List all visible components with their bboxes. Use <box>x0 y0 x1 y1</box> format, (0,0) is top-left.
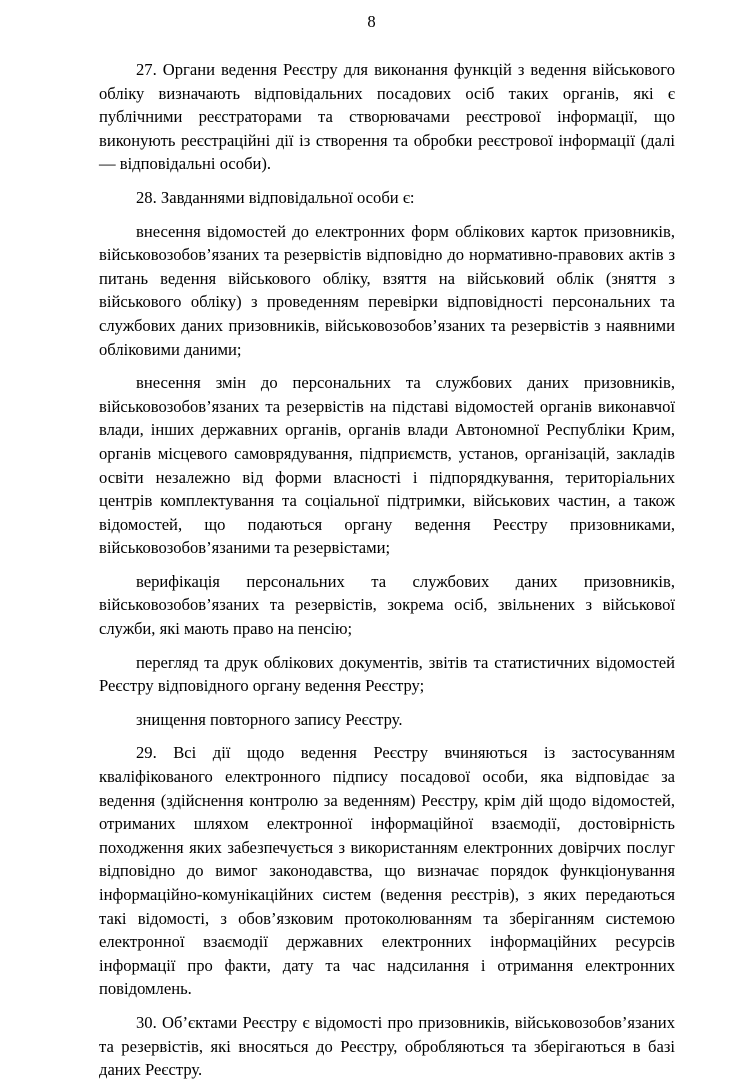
paragraph-29: 29. Всі дії щодо ведення Реєстру вчиняються із застосуванням кваліфікованого електронного підпису посадової особи, яка відповідає за ведення (здійснення контролю за веденням) Реєстру, крім дій щодо відомостей, отриманих шляхом електронної інформаційної взаємодії, достовірність походження яких забезпечується з використанням електронних довірчих послуг відповідно до вимог законодавства, що визначає порядок функціонування інформаційно-комунікаційних систем (ведення реєстрів), з яких передаються такі відомості, з обов’язковим протоколюванням та зберіганням системою електронної взаємодії державних електронних інформаційних ресурсів інформації про факти, дату та час надсилання і отримання електронних повідомлень. <box>99 743 675 999</box>
page-number: 8 <box>367 12 376 31</box>
task-item-delete: знищення повторного запису Реєстру. <box>136 709 403 729</box>
paragraph-28: 28. Завданнями відповідальної особи є: <box>136 187 415 207</box>
document-body <box>99 58 675 1082</box>
task-item-changes: внесення змін до персональних та службових даних призовників, військовозобов’язаних та резервістів на підставі відомостей органів виконавчої влади, інших державних органів, органів влади Автономної Республіки Крим, органів місцевого самоврядування, підприємств, установ, організацій, закладів освіти незалежно від форми власності і підпорядкування, територіальних центрів комплектування та соціальної підтримки, військових частин, а також відомостей, що подаються органу ведення Реєстру призовниками, військовозобов’язаними та резервістами; <box>99 373 675 558</box>
task-item-entry: внесення відомостей до електронних форм облікових карток призовників, військовозобов’язаних та резервістів відповідно до нормативно-правових актів з питань ведення військового обліку, взяття на військовий облік (зняття з військового обліку) з проведенням перевірки відповідності персональних та службових даних призовників, військовозобов’язаних та резервістів з наявними обліковими даними; <box>99 221 675 359</box>
paragraph-27: 27. Органи ведення Реєстру для виконання функцій з ведення військового обліку визначають відповідальних посадових осіб таких органів, які є публічними реєстраторами та створювачами реєстрової інформації, що виконують реєстраційні дії із створення та обробки реєстрової інформації (далі — відповідальні особи). <box>99 60 675 174</box>
paragraph-30: 30. Об’єктами Реєстру є відомості про призовників, військовозобов’язаних та резервістів, які вносяться до Реєстру, обробляються та зберігаються в базі даних Реєстру. <box>99 1012 675 1080</box>
task-item-verification: верифікація персональних та службових даних призовників, військовозобов’язаних та резервістів, зокрема осіб, звільнених з військової служби, які мають право на пенсію; <box>99 571 675 639</box>
task-item-print: перегляд та друк облікових документів, звітів та статистичних відомостей Реєстру відповідного органу ведення Реєстру; <box>99 652 675 696</box>
